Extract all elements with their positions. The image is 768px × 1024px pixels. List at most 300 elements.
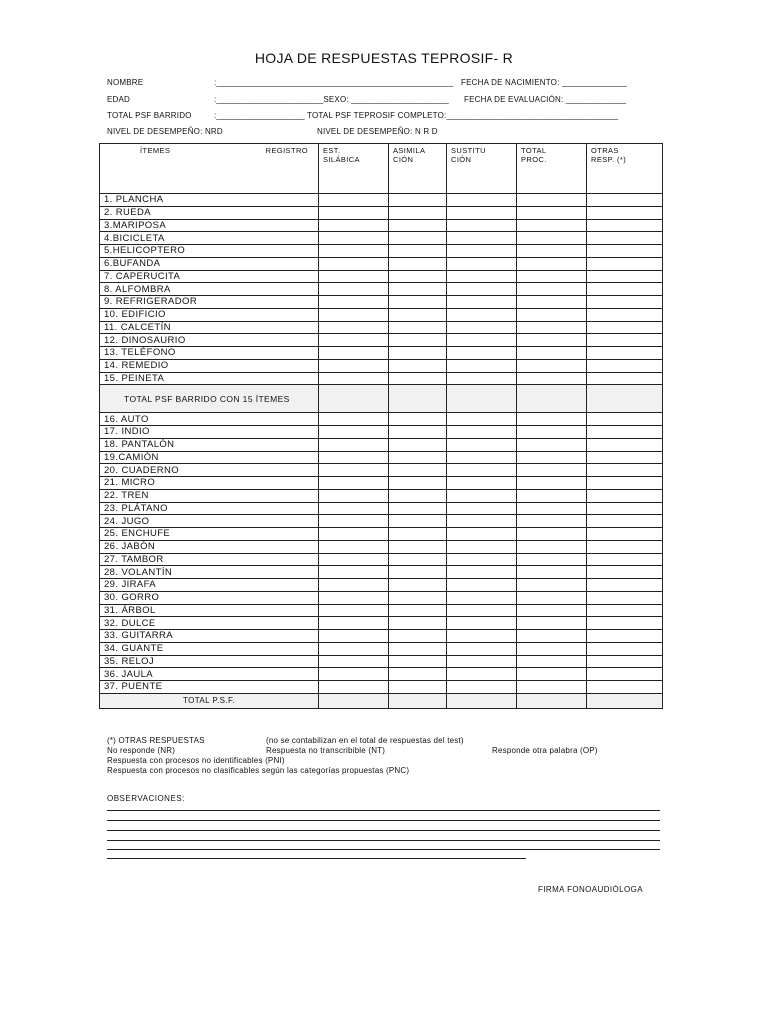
response-cell[interactable] (517, 617, 587, 630)
response-cell[interactable] (587, 617, 663, 630)
table-row (100, 591, 663, 604)
response-cell[interactable] (319, 270, 389, 283)
note-nt: Respuesta no transcribible (NT) (266, 746, 386, 755)
response-cell[interactable] (447, 630, 517, 643)
table-row (100, 604, 663, 617)
table-row (100, 219, 663, 232)
table-row (100, 451, 663, 464)
item-label: 8. ALFOMBRA (100, 283, 319, 296)
response-cell[interactable] (587, 477, 663, 490)
response-cell[interactable] (389, 591, 447, 604)
response-cell[interactable] (587, 308, 663, 321)
response-cell[interactable] (447, 372, 517, 385)
observaciones-line[interactable] (107, 849, 660, 850)
response-cell[interactable] (587, 270, 663, 283)
response-cell[interactable] (447, 489, 517, 502)
response-cell[interactable] (587, 372, 663, 385)
response-cell[interactable] (447, 321, 517, 334)
response-cell[interactable] (517, 528, 587, 541)
table-row (100, 642, 663, 655)
item-label: 7. CAPERUCITA (100, 270, 319, 283)
response-cell[interactable] (319, 681, 389, 694)
response-cell[interactable] (319, 359, 389, 372)
response-cell[interactable] (389, 502, 447, 515)
response-cell[interactable] (389, 451, 447, 464)
table-row (100, 489, 663, 502)
response-cell[interactable] (319, 630, 389, 643)
table-row (100, 515, 663, 528)
response-cell[interactable] (319, 245, 389, 258)
response-cell[interactable] (587, 426, 663, 439)
response-cell[interactable] (447, 257, 517, 270)
response-cell[interactable] (447, 296, 517, 309)
response-cell[interactable] (587, 642, 663, 655)
response-cell[interactable] (447, 426, 517, 439)
response-cell[interactable] (319, 579, 389, 592)
header-sustitucion: SUSTITU CIÓN (447, 144, 517, 194)
response-cell[interactable] (389, 604, 447, 617)
item-label: 23. PLÁTANO (100, 502, 319, 515)
nombre-label: NOMBRE (107, 78, 144, 87)
response-cell[interactable] (389, 347, 447, 360)
response-cell[interactable] (517, 194, 587, 207)
response-cell[interactable] (447, 308, 517, 321)
response-cell[interactable] (517, 321, 587, 334)
note-op: Responde otra palabra (OP) (492, 746, 598, 755)
response-cell[interactable] (447, 477, 517, 490)
response-cell[interactable] (389, 232, 447, 245)
response-cell[interactable] (389, 630, 447, 643)
response-cell[interactable] (389, 308, 447, 321)
response-cell[interactable] (447, 438, 517, 451)
item-label: 26. JABÓN (100, 540, 319, 553)
item-label: 35. RELOJ (100, 655, 319, 668)
response-cell[interactable] (587, 283, 663, 296)
response-cell[interactable] (517, 413, 587, 426)
response-cell[interactable] (517, 591, 587, 604)
table-row (100, 206, 663, 219)
response-cell[interactable] (587, 296, 663, 309)
observaciones-line[interactable] (107, 840, 660, 841)
response-cell[interactable] (587, 206, 663, 219)
item-label: 2. RUEDA (100, 206, 319, 219)
nombre-field[interactable]: :___________________________________________________ (214, 78, 454, 87)
response-cell[interactable] (319, 515, 389, 528)
response-cell[interactable] (517, 515, 587, 528)
edad-label: EDAD (107, 95, 131, 104)
table-row (100, 681, 663, 694)
response-cell[interactable] (587, 604, 663, 617)
response-cell[interactable] (517, 206, 587, 219)
response-cell[interactable] (517, 219, 587, 232)
total-cell[interactable] (587, 693, 663, 708)
response-cell[interactable] (447, 642, 517, 655)
response-cell[interactable] (447, 515, 517, 528)
response-cell[interactable] (447, 347, 517, 360)
response-cell[interactable] (319, 438, 389, 451)
item-label: 12. DINOSAURIO (100, 334, 319, 347)
item-label: 4.BICICLETA (100, 232, 319, 245)
response-cell[interactable] (517, 257, 587, 270)
response-cell[interactable] (447, 617, 517, 630)
response-cell[interactable] (389, 359, 447, 372)
response-cell[interactable] (319, 464, 389, 477)
response-cell[interactable] (517, 372, 587, 385)
response-cell[interactable] (319, 477, 389, 490)
item-label: 24. JUGO (100, 515, 319, 528)
response-cell[interactable] (517, 566, 587, 579)
response-cell[interactable] (447, 232, 517, 245)
response-cell[interactable] (319, 655, 389, 668)
header-silabica: EST. SILÁBICA (319, 144, 389, 194)
response-cell[interactable] (517, 681, 587, 694)
total-cell[interactable] (389, 693, 447, 708)
response-cell[interactable] (389, 426, 447, 439)
response-cell[interactable] (319, 347, 389, 360)
table-row (100, 283, 663, 296)
table-row (100, 477, 663, 490)
item-label: 20. CUADERNO (100, 464, 319, 477)
response-cell[interactable] (319, 372, 389, 385)
response-cell[interactable] (517, 283, 587, 296)
table-row (100, 553, 663, 566)
table-row (100, 296, 663, 309)
response-cell[interactable] (389, 372, 447, 385)
response-cell[interactable] (447, 681, 517, 694)
response-cell[interactable] (389, 477, 447, 490)
response-cell[interactable] (319, 219, 389, 232)
header-registro: REGISTRO (265, 146, 308, 155)
response-cell[interactable] (447, 219, 517, 232)
response-cell[interactable] (517, 438, 587, 451)
response-cell[interactable] (517, 359, 587, 372)
table-row (100, 426, 663, 439)
subtotal-cell[interactable] (389, 385, 447, 413)
response-cell[interactable] (587, 464, 663, 477)
response-cell[interactable] (389, 528, 447, 541)
header-items-registro (100, 144, 319, 194)
response-cell[interactable] (447, 194, 517, 207)
response-cell[interactable] (389, 270, 447, 283)
table-row (100, 194, 663, 207)
item-label: 32. DULCE (100, 617, 319, 630)
psf-barrido-label: TOTAL PSF BARRIDO (107, 111, 192, 120)
response-cell[interactable] (517, 655, 587, 668)
response-cell[interactable] (319, 206, 389, 219)
response-cell[interactable] (447, 655, 517, 668)
item-label: 13. TELÉFONO (100, 347, 319, 360)
response-cell[interactable] (319, 257, 389, 270)
item-label: 1. PLANCHA (100, 194, 319, 207)
item-label: 5.HELICOPTERO (100, 245, 319, 258)
response-cell[interactable] (447, 413, 517, 426)
response-cell[interactable] (389, 681, 447, 694)
response-cell[interactable] (389, 194, 447, 207)
total-cell[interactable] (517, 693, 587, 708)
table-row (100, 413, 663, 426)
item-label: 10. EDIFICIO (100, 308, 319, 321)
header-items: ÍTEMES (140, 146, 171, 155)
response-cell[interactable] (389, 464, 447, 477)
response-cell[interactable] (447, 528, 517, 541)
observaciones-line[interactable] (107, 858, 526, 859)
response-cell[interactable] (319, 489, 389, 502)
table-row (100, 540, 663, 553)
response-cell[interactable] (389, 296, 447, 309)
response-cell[interactable] (389, 413, 447, 426)
nivel-desempeno-1: NIVEL DE DESEMPEÑO: NRD (107, 127, 223, 136)
total-cell[interactable] (447, 693, 517, 708)
response-cell[interactable] (517, 579, 587, 592)
response-cell[interactable] (319, 528, 389, 541)
response-cell[interactable] (319, 413, 389, 426)
response-cell[interactable] (587, 515, 663, 528)
response-cell[interactable] (447, 334, 517, 347)
response-cell[interactable] (389, 245, 447, 258)
response-cell[interactable] (517, 334, 587, 347)
fecha-nacimiento-field[interactable]: FECHA DE NACIMIENTO: ______________ (461, 78, 628, 87)
item-label: 29. JIRAFA (100, 579, 319, 592)
header-asimilacion: ASIMILA CIÓN (389, 144, 447, 194)
response-cell[interactable] (517, 245, 587, 258)
response-cell[interactable] (319, 668, 389, 681)
table-row (100, 257, 663, 270)
item-label: 14. REMEDIO (100, 359, 319, 372)
header-otras-resp: OTRAS RESP. (*) (587, 144, 663, 194)
item-label: 31. ÁRBOL (100, 604, 319, 617)
response-cell[interactable] (319, 540, 389, 553)
response-cell[interactable] (587, 334, 663, 347)
response-cell[interactable] (587, 591, 663, 604)
response-cell[interactable] (447, 451, 517, 464)
response-cell[interactable] (319, 296, 389, 309)
observaciones-line[interactable] (107, 820, 660, 821)
response-cell[interactable] (319, 553, 389, 566)
response-cell[interactable] (517, 604, 587, 617)
item-label: 11. CALCETÍN (100, 321, 319, 334)
subtotal-cell[interactable] (587, 385, 663, 413)
response-cell[interactable] (447, 502, 517, 515)
response-cell[interactable] (447, 553, 517, 566)
observaciones-label: OBSERVACIONES: (107, 794, 185, 803)
response-cell[interactable] (447, 566, 517, 579)
table-row (100, 321, 663, 334)
response-cell[interactable] (587, 655, 663, 668)
response-cell[interactable] (517, 630, 587, 643)
response-cell[interactable] (587, 219, 663, 232)
table-row (100, 232, 663, 245)
response-cell[interactable] (587, 668, 663, 681)
total-cell[interactable] (319, 693, 389, 708)
subtotal-cell[interactable] (319, 385, 389, 413)
response-cell[interactable] (587, 257, 663, 270)
response-cell[interactable] (389, 579, 447, 592)
header-total-proc: TOTAL PROC. (517, 144, 587, 194)
page-title: HOJA DE RESPUESTAS TEPROSIF- R (254, 50, 514, 66)
observaciones-line[interactable] (107, 830, 660, 831)
response-cell[interactable] (587, 413, 663, 426)
response-cell[interactable] (517, 540, 587, 553)
response-cell[interactable] (517, 642, 587, 655)
response-cell[interactable] (587, 566, 663, 579)
response-cell[interactable] (517, 477, 587, 490)
table-row (100, 347, 663, 360)
item-label: 33. GUITARRA (100, 630, 319, 643)
response-cell[interactable] (587, 245, 663, 258)
response-cell[interactable] (319, 591, 389, 604)
subtotal-row (100, 385, 663, 413)
table-row (100, 245, 663, 258)
response-cell[interactable] (389, 283, 447, 296)
response-cell[interactable] (319, 283, 389, 296)
response-cell[interactable] (517, 668, 587, 681)
subtotal-cell[interactable] (517, 385, 587, 413)
response-cell[interactable] (389, 515, 447, 528)
response-cell[interactable] (319, 642, 389, 655)
response-cell[interactable] (389, 617, 447, 630)
response-cell[interactable] (389, 668, 447, 681)
response-table (99, 143, 663, 709)
item-label: 28. VOLANTÍN (100, 566, 319, 579)
table-row (100, 502, 663, 515)
response-cell[interactable] (517, 489, 587, 502)
response-cell[interactable] (587, 489, 663, 502)
response-cell[interactable] (447, 283, 517, 296)
response-cell[interactable] (389, 219, 447, 232)
response-cell[interactable] (389, 334, 447, 347)
item-label: 27. TAMBOR (100, 553, 319, 566)
response-cell[interactable] (447, 206, 517, 219)
response-cell[interactable] (517, 426, 587, 439)
response-cell[interactable] (587, 451, 663, 464)
response-cell[interactable] (587, 540, 663, 553)
response-cell[interactable] (587, 681, 663, 694)
response-cell[interactable] (447, 464, 517, 477)
response-cell[interactable] (319, 194, 389, 207)
item-label: 36. JAULA (100, 668, 319, 681)
response-cell[interactable] (517, 308, 587, 321)
response-cell[interactable] (389, 321, 447, 334)
table-row (100, 617, 663, 630)
response-cell[interactable] (319, 426, 389, 439)
response-cell[interactable] (319, 321, 389, 334)
otras-respuestas-desc: (no se contabilizan en el total de respuestas del test) (266, 736, 464, 745)
item-label: 9. REFRIGERADOR (100, 296, 319, 309)
response-cell[interactable] (447, 579, 517, 592)
total-row (100, 693, 663, 708)
response-cell[interactable] (389, 257, 447, 270)
response-cell[interactable] (447, 245, 517, 258)
response-cell[interactable] (319, 232, 389, 245)
response-cell[interactable] (587, 232, 663, 245)
response-cell[interactable] (517, 270, 587, 283)
table-row (100, 308, 663, 321)
item-label: 30. GORRO (100, 591, 319, 604)
firma-fonoaudiologa: FIRMA FONOAUDIÓLOGA (538, 885, 643, 894)
response-cell[interactable] (447, 591, 517, 604)
item-label: 18. PANTALÓN (100, 438, 319, 451)
subtotal-label: TOTAL PSF BARRIDO CON 15 ÍTEMES (100, 385, 319, 413)
response-cell[interactable] (389, 540, 447, 553)
item-label: 19.CAMIÓN (100, 451, 319, 464)
response-cell[interactable] (319, 451, 389, 464)
table-row (100, 668, 663, 681)
note-nr: No responde (NR) (107, 746, 176, 755)
subtotal-cell[interactable] (447, 385, 517, 413)
response-cell[interactable] (447, 540, 517, 553)
response-cell[interactable] (447, 604, 517, 617)
nivel-desempeno-2: NIVEL DE DESEMPEÑO: N R D (317, 127, 438, 136)
response-cell[interactable] (389, 489, 447, 502)
item-label: 16. AUTO (100, 413, 319, 426)
response-cell[interactable] (319, 617, 389, 630)
table-row (100, 464, 663, 477)
item-label: 25. ENCHUFE (100, 528, 319, 541)
response-cell[interactable] (389, 566, 447, 579)
psf-totals-field[interactable]: :___________________ TOTAL PSF TEPROSIF COMPLETO:_____________________________________ (214, 111, 619, 120)
total-label: TOTAL P.S.F. (100, 693, 319, 708)
response-cell[interactable] (447, 668, 517, 681)
observaciones-line[interactable] (107, 810, 660, 811)
table-row (100, 334, 663, 347)
table-row (100, 566, 663, 579)
item-label: 37. PUENTE (100, 681, 319, 694)
table-row (100, 630, 663, 643)
response-cell[interactable] (389, 655, 447, 668)
response-cell[interactable] (587, 528, 663, 541)
response-cell[interactable] (587, 553, 663, 566)
response-cell[interactable] (319, 334, 389, 347)
response-cell[interactable] (389, 438, 447, 451)
response-cell[interactable] (389, 642, 447, 655)
edad-sexo-field[interactable]: :_______________________SEXO: _____________________ (214, 95, 449, 104)
response-cell[interactable] (517, 451, 587, 464)
response-cell[interactable] (517, 232, 587, 245)
item-label: 21. MICRO (100, 477, 319, 490)
note-pnc: Respuesta con procesos no clasificables según las categorías propuestas (PNC) (107, 766, 410, 775)
response-cell[interactable] (389, 553, 447, 566)
response-cell[interactable] (319, 566, 389, 579)
table-row (100, 438, 663, 451)
response-cell[interactable] (587, 321, 663, 334)
response-cell[interactable] (389, 206, 447, 219)
response-cell[interactable] (587, 359, 663, 372)
response-cell[interactable] (517, 502, 587, 515)
response-cell[interactable] (319, 604, 389, 617)
response-cell[interactable] (587, 630, 663, 643)
table-row (100, 359, 663, 372)
note-pni: Respuesta con procesos no identificables (PNI) (107, 756, 285, 765)
response-cell[interactable] (319, 308, 389, 321)
response-cell[interactable] (517, 553, 587, 566)
response-cell[interactable] (587, 502, 663, 515)
item-label: 15. PEINETA (100, 372, 319, 385)
response-cell[interactable] (517, 347, 587, 360)
response-cell[interactable] (447, 270, 517, 283)
response-cell[interactable] (447, 359, 517, 372)
table-row (100, 372, 663, 385)
response-cell[interactable] (587, 347, 663, 360)
response-cell[interactable] (587, 579, 663, 592)
otras-respuestas-title: (*) OTRAS RESPUESTAS (107, 736, 205, 745)
table-row (100, 579, 663, 592)
response-cell[interactable] (587, 194, 663, 207)
response-cell[interactable] (517, 464, 587, 477)
fecha-evaluacion-field[interactable]: FECHA DE EVALUACIÓN: _____________ (464, 95, 627, 104)
response-cell[interactable] (587, 438, 663, 451)
response-cell[interactable] (319, 502, 389, 515)
response-cell[interactable] (517, 296, 587, 309)
